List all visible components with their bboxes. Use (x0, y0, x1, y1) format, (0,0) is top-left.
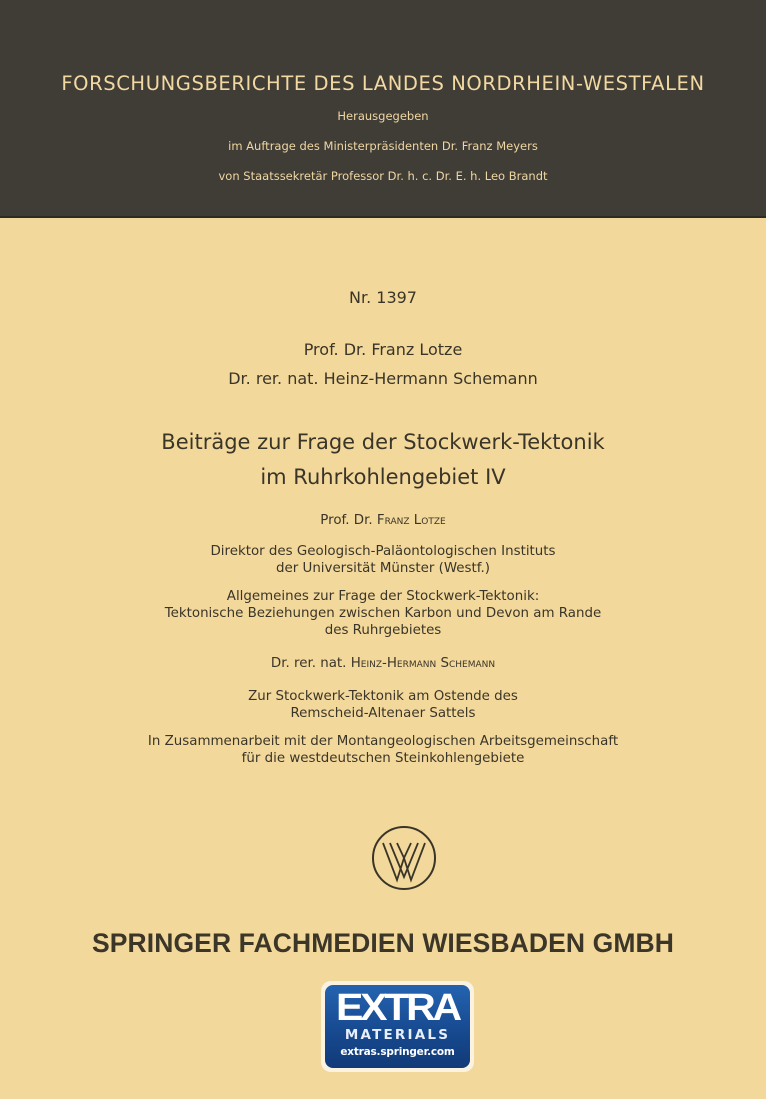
part2-author-prefix: Dr. rer. nat. (270, 656, 351, 671)
extra-materials-badge[interactable] (321, 981, 474, 1072)
badge-url-link[interactable]: extras.springer.com (340, 1046, 455, 1058)
part1-author-prefix: Prof. Dr. (320, 513, 377, 528)
part1-author-name: Franz Lotze (376, 513, 446, 528)
part1-topic-line-2: Tektonische Beziehungen zwischen Karbon und Devon am Rande (164, 606, 602, 621)
book-title-line-2: im Ruhrkohlengebiet IV (260, 465, 506, 489)
part1-affiliation-line-2: der Universität Münster (Westf.) (276, 561, 490, 576)
part1-affiliation-line-1: Direktor des Geologisch-Paläontologischen Instituts (210, 544, 556, 559)
part2-topic-line-2: Remscheid-Altenaer Sattels (290, 706, 476, 721)
part2-author-name: Heinz-Hermann Schemann (350, 656, 496, 671)
wv-publisher-logo-icon (371, 825, 437, 891)
part1-topic-line-3: des Ruhrgebietes (324, 623, 442, 638)
series-header-band (0, 0, 766, 218)
series-title: FORSCHUNGSBERICHTE DES LANDES NORDRHEIN-WESTFALEN (61, 72, 705, 95)
part1-topic-line-1: Allgemeines zur Frage der Stockwerk-Tektonik: (226, 589, 540, 604)
header-commissioned-by: im Auftrage des Ministerpräsidenten Dr. Franz Meyers (228, 139, 538, 153)
header-edited-by: Herausgegeben (337, 109, 429, 123)
badge-title: EXTRA (336, 987, 459, 1029)
part2-collaboration-line-2: für die westdeutschen Steinkohlengebiete (241, 751, 525, 766)
author-1: Prof. Dr. Franz Lotze (303, 340, 463, 359)
part2-collaboration-line-1: In Zusammenarbeit mit der Montangeologischen Arbeitsgemeinschaft (147, 734, 619, 749)
badge-subtitle: MATERIALS (344, 1027, 451, 1043)
report-number: Nr. 1397 (349, 288, 417, 307)
header-state-secretary: von Staatssekretär Professor Dr. h. c. Dr. E. h. Leo Brandt (218, 169, 548, 183)
publisher-name: SPRINGER FACHMEDIEN WIESBADEN GMBH (91, 928, 674, 958)
part2-author (0, 655, 766, 672)
author-2: Dr. rer. nat. Heinz-Hermann Schemann (228, 369, 538, 388)
badge-panel (325, 985, 470, 1068)
part1-author (0, 512, 766, 529)
book-title-line-1: Beiträge zur Frage der Stockwerk-Tektonik (161, 430, 605, 454)
part2-topic-line-1: Zur Stockwerk-Tektonik am Ostende des (248, 689, 518, 704)
